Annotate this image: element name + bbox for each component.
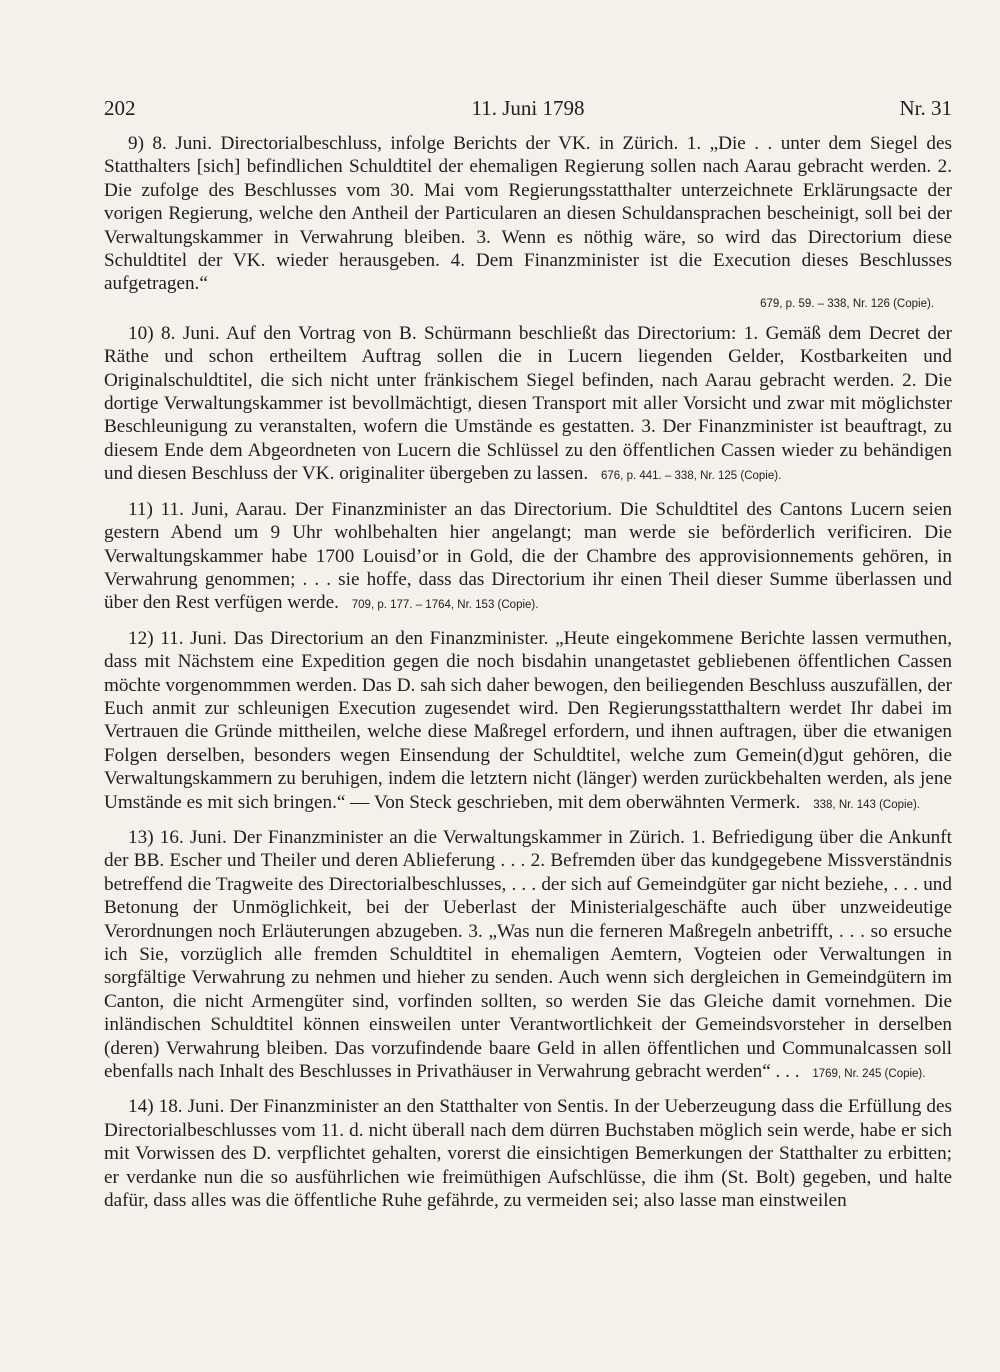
archive-reference: 676, p. 441. – 338, Nr. 125 (Copie). xyxy=(601,470,782,483)
archive-reference: 679, p. 59. – 338, Nr. 126 (Copie). xyxy=(760,297,934,310)
page-date: 11. Juni 1798 xyxy=(471,96,585,120)
document-body xyxy=(104,132,952,1212)
entry-10 xyxy=(104,322,952,489)
entry-9 xyxy=(104,132,952,313)
entry-text: 14) 18. Juni. Der Finanzminister an den Statthalter von Sentis. In der Ueberzeugung dass die Erfüllung des Directorialbeschlusses vom 11. d. nicht überall nach dem dürren Buchstaben möglich sein werde, habe er sich mit Vorwissen des D. verpflichtet gehalten, vorerst die einsichtigen Bemerkungen der Statthalter zu erbitten; er verdanke nun die so ausführlichen wie freimüthigen Aufschlüsse, die ihm (St. Bolt) gegeben, und halte dafür, dass alles was die öffentliche Ruhe gefährde, zu vermeiden sei; also lasse man einstweilen xyxy=(104,1096,952,1212)
archive-reference: 1769, Nr. 245 (Copie). xyxy=(812,1068,926,1081)
entry-text: 9) 8. Juni. Directorialbeschluss, infolge Berichts der VK. in Zürich. 1. „Die . . unter dem Siegel des Statthalters [sich] befindlichen Schuldtitel der ehemaligen Regierung sollen nach Aarau gebracht werden. 2. Die zufolge des Beschlusses vom 30. Mai vom Regierungsstatthalter unterzeichnete Erklärungsacte der vorigen Regierung, welche den Antheil der Particularen an diesen Schuldansprachen bescheinigt, soll bei der Verwaltungskammer in Verwahrung bleiben. 3. Wenn es nöthig wäre, so wird das Directorium diese Schuldtitel der VK. wieder herausgeben. 4. Dem Finanzminister ist die Execution dieses Beschlusses aufgetragen.“ xyxy=(104,133,952,295)
entry-text: 13) 16. Juni. Der Finanzminister an die Verwaltungskammer in Zürich. 1. Befriedigung über die Ankunft der BB. Escher und Theiler und deren Ablieferung . . . 2. Befremden über das kundgegebene Missverständnis betreffend die Tragweite des Directorialbeschlusses, . . . der sich auf Gemeindgüter gar nicht beziehe, . . . und Betonung der Unmöglichkeit, bei der Ueberlast der Ministerialgeschäfte auch über unzweideutige Verordnungen noch Erläuterungen abzugeben. 3. „Was nun die ferneren Maßregeln anbetrifft, . . . so ersuche ich Sie, vorzüglich alle fremden Schuldtitel in ehemaligen Aemtern, Vogteien oder Verwaltungen in sorgfältige Verwahrung zu nehmen und hieher zu senden. Auch wenn sich dergleichen in Gemeindgütern im Canton, die nicht Armengüter sind, vorfinden sollten, so werden Sie das Gleiche damit vornehmen. Die inländischen Schuldtitel können einsweilen unter Verantwortlichkeit der Gemeindsvorsteher in derselben (deren) Verwahrung bleiben. Das vorzufindende baare Geld in allen öffentlichen und Communalcassen soll ebenfalls nach Inhalt des Beschlusses in Privathäuser in Verwahrung gebracht werden“ . . . xyxy=(104,826,952,1083)
entry-text: 10) 8. Juni. Auf den Vortrag von B. Schürmann beschließt das Directorium: 1. Gemäß dem Decret der Räthe und schon ertheiltem Auftrag sollen die in Lucern liegenden Gelder, Kostbarkeiten und Originalschuldtitel, die sich nicht unter fränkischem Siegel befinden, nach Aarau gebracht werden. 2. Die dortige Verwaltungskammer ist bevollmächtigt, diesen Transport mit aller Vorsicht und zwar mit möglichster Beschleunigung zu veranstalten, wofern die Umstände es gestatten. 3. Der Finanzminister ist beauftragt, zu diesem Ende dem Abgeordneten von Lucern die Schlüssel zu den öffentlichen Cassen wieder zu behändigen und diesen Beschluss der VK. originaliter übergeben zu lassen. xyxy=(104,322,952,485)
archive-reference: 338, Nr. 143 (Copie). xyxy=(813,798,921,811)
document-number: Nr. 31 xyxy=(899,96,952,120)
archive-reference: 709, p. 177. – 1764, Nr. 153 (Copie). xyxy=(351,599,539,612)
entry-13 xyxy=(104,826,952,1086)
page-number: 202 xyxy=(104,96,136,120)
entry-14 xyxy=(104,1095,952,1212)
entry-text: 12) 11. Juni. Das Directorium an den Finanzminister. „Heute eingekommene Berichte lassen vermuthen, dass mit Nächstem eine Expedition gegen die noch bisdahin unangetastet gebliebenen öffentlichen Cassen möchte vorgenommmen werden. Das D. sah sich daher bewogen, den beiliegenden Beschluss auszufällen, der Euch anmit zur schleunigen Execution zugesendet wird. Den Regierungsstatthaltern werdet Ihr dabei im Vertrauen die Gründe mittheilen, welche diese Maßregel erfordern, und ihnen auftragen, über die etwanigen Folgen derselben, besonders wegen Einsendung der Schuldtitel, welche zum Gemein(d)gut gehören, die Verwaltungskammern zu beruhigen, indem die letztern nicht (länger) werden zurückbehalten werden, als jene Umstände es mit sich bringen.“ — Von Steck geschrieben, mit dem oberwähnten Vermerk. xyxy=(104,627,952,813)
page-header xyxy=(104,96,952,126)
entry-12 xyxy=(104,627,952,817)
entry-text: 11) 11. Juni, Aarau. Der Finanzminister an das Directorium. Die Schuldtitel des Cantons Lucern seien gestern Abend um 9 Uhr wohlbehalten hier angelangt; man werde sie beförderlich verificiren. Die Verwaltungskammer habe 1700 Louisd’or in Gold, die der Chambre des approvisionnements gehören, in Verwahrung genommen; . . . sie hoffe, dass das Directorium ihr einen Theil dieser Summe überlassen und über den Rest verfügen werde. xyxy=(104,498,952,614)
entry-11 xyxy=(104,498,952,618)
